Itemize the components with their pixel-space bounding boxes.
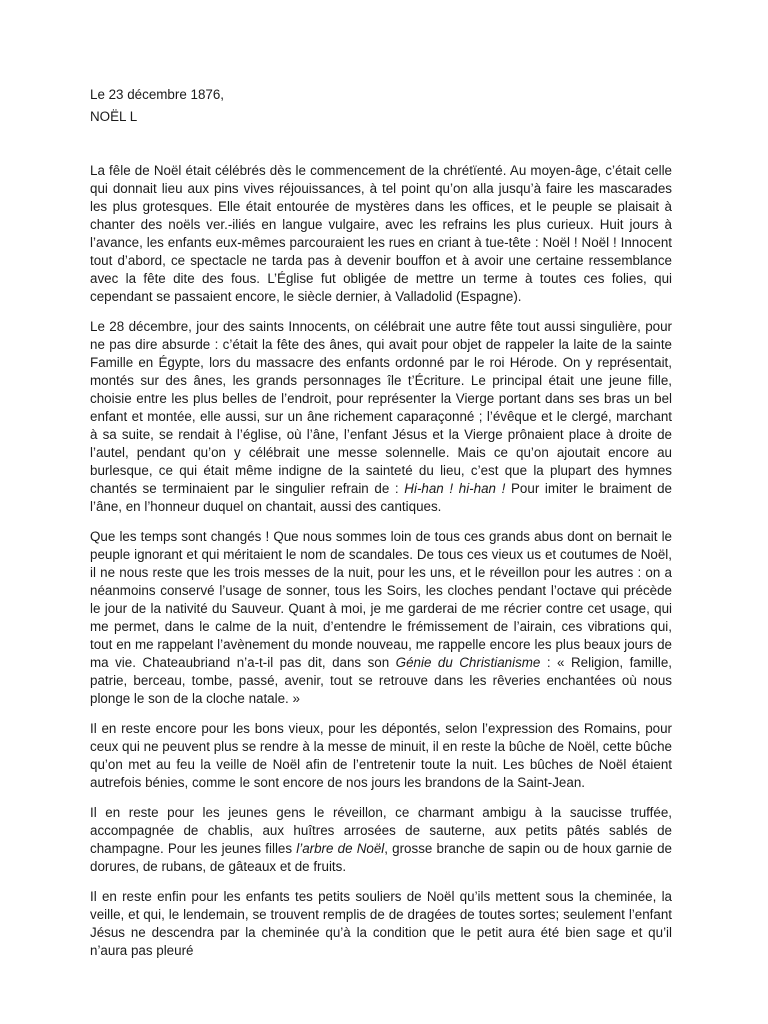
paragraph-text: Pour imiter le braiment de l’âne, en l’honneur duquel on chantait, aussi des cantiques. [90,481,672,514]
paragraph-text: Il en reste pour les jeunes gens le réveillon, ce charmant ambigu à la saucisse truffée, accompagnée de chablis, aux huîtres arrosées de sauterne, aux petits pâtés sablés de champagne. Pour les jeunes filles [90,805,672,856]
paragraph-reveillon [90,804,672,876]
italic-refrain: Hi-han ! hi-han ! [404,481,506,496]
paragraph-fete-de-noel: La fêle de Noël était célébrés dès le commencement de la chrétïenté. Au moyen-âge, c’était celle qui donnait lieu aux pins vives réjouissances, à tel point qu’on alla jusqu’à faire les mascarades les plus grotesques. Elle était entourée de mystères dans les offices, et le peuple se plaisait à chanter des noëls ver.-iliés en langue vulgaire, avec les refrains les plus curieux. Huit jours à l’avance, les enfants eux-mêmes parcouraient les rues en criant à tue-tête : Noël ! Noël ! Innocent tout d’abord, ce spectacle ne tarda pas à devenir bouffon et à avoir une certaine ressemblance avec la fête dite des fous. L’Église fut obligée de mettre un terme à toutes ces folies, qui cependant se passaient encore, le siècle dernier, à Valladolid (Espagne). [90,163,672,304]
paragraph-text: : « Religion, famille, patrie, berceau, tombe, passé, avenir, tout se retrouve dans les rêveries enchantées où nous plonge le son de la cloche natale. » [90,655,672,706]
paragraph-text: Le 28 décembre, jour des saints Innocents, on célébrait une autre fête tout aussi singulière, pour ne pas dire absurde : c’était la fête des ânes, qui avait pour objet de rappeler la laite de la sainte Famille en Égypte, lors du massacre des enfants ordonné par le roi Hérode. On y représentait, montés sur des ânes, les grands personnages île t’Écriture. Le principal était une jeune fille, choisie entre les plus belles de l’endroit, pour représenter la Vierge portant dans ses bras un bel enfant et montée, elle aussi, sur un âne richement caparaçonné ; l’évêque et le clergé, marchant à sa suite, se rendait à l’église, où l’âne, l’enfant Jésus et la Vierge prônaient place à droite de l’autel, pendant qu’on y célébrait une messe solennelle. Mais ce qu’on ajoutait encore au burlesque, ce qui était même indigne de la sainteté du lieu, c’est que la plupart des hymnes chantés se terminaient par le singulier refrain de : [90,319,672,496]
letter-date: Le 23 décembre 1876, [90,87,225,102]
paragraph-fete-des-anes [90,318,672,516]
letter-heading: NOËL L [90,109,138,124]
paragraph-petits-souliers: Il en reste enfin pour les enfants tes petits souliers de Noël qu’ils mettent sous la cheminée, la veille, et qui, le lendemain, se trouvent remplis de de dragées de toutes sortes; seulement l’enfant Jésus ne descendra par la cheminée qu’à la condition que le petit aura été bien sage et qu’il n’aura pas pleuré [90,889,672,958]
paragraph-text: , grosse branche de sapin ou de houx garnie de dorures, de rubans, de gâteaux et de fruits. [90,841,672,874]
paragraph-buche-de-noel: Il en reste encore pour les bons vieux, pour les dépontés, selon l’expression des Romains, pour ceux qui ne peuvent plus se rendre à la messe de minuit, il en reste la bûche de Noël, cette bûche qu’on met au feu la veille de Noël afin de l’entretenir toute la nuit. Les bûches de Noël étaient autrefois bénies, comme le sont encore de nos jours les brandons de la Saint-Jean. [90,721,672,790]
document-body [90,86,672,960]
paragraph-temps-changes [90,528,672,708]
italic-arbre-de-noel: l’arbre de Noël [296,841,385,856]
italic-book-title: Génie du Christianisme [395,655,541,670]
paragraph-text: Que les temps sont changés ! Que nous sommes loin de tous ces grands abus dont on bernait le peuple ignorant et qui méritaient le nom de scandales. De tous ces vieux us et coutumes de Noël, il ne nous reste que les trois messes de la nuit, pour les uns, et le réveillon pour les autres : on a néanmoins conservé l’usage de sonner, tous les Soirs, les cloches pendant l’octave qui précède le jour de la nativité du Sauveur. Quant à moi, je me garderai de me récrier contre cet usage, qui me permet, dans le calme de la nuit, d’entendre le frémissement de l’airain, ces vibrations qui, tout en me rappelant l’avènement du monde nouveau, me rappelle encore les plus beaux jours de ma vie. Chateaubriand n’a-t-il pas dit, dans son [90,529,672,670]
